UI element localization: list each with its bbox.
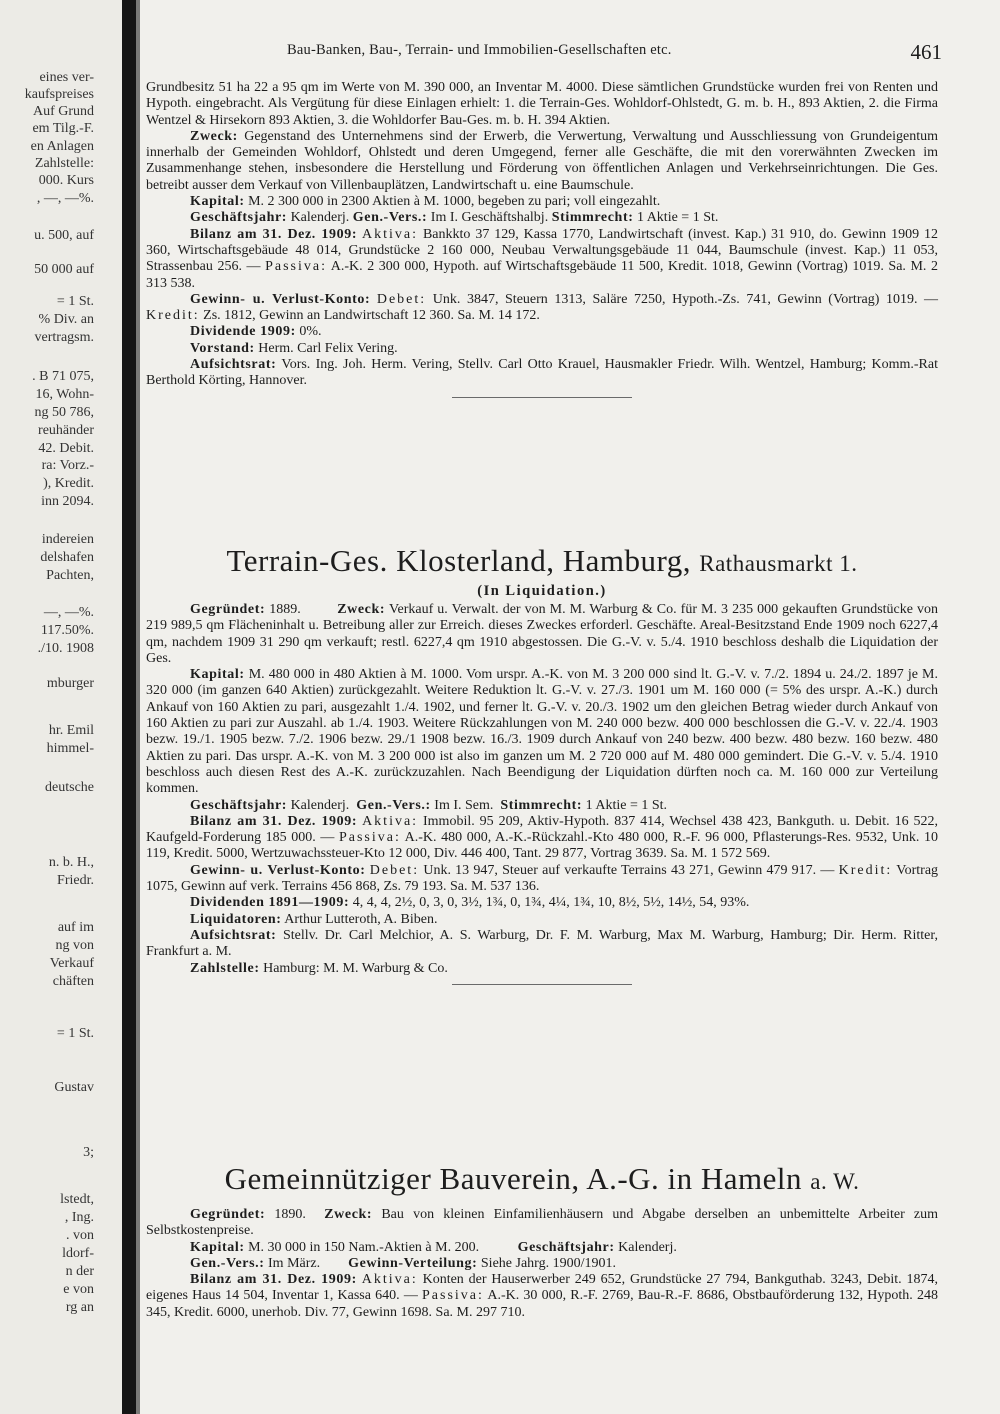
book-spine-shadow: [122, 0, 136, 1414]
passiva-text: A.-K. 2 300 000, Hypoth. auf Wirtschaftsgebäude 11 500, Kredit. 1018, Gewinn (Vortrag) 1019. Sa. M. 2 313 538.: [146, 259, 939, 291]
zweck-label: Zweck:: [337, 602, 386, 617]
ar-text: Vors. Ing. Joh. Herm. Vering, Stellv. Carl Otto Krauel, Hausmakler Friedr. Wilh. Wentzel, Hamburg; Komm.-Rat Berthold Körting, Hannover.: [146, 357, 938, 389]
div-text: 4, 4, 4, 2½, 0, 3, 0, 3½, 1¾, 0, 1¾, 4¼, 1¾, 10, 8½, 5½, 14½, 54, 93%.: [352, 895, 750, 911]
klosterland-kapital: [146, 667, 938, 797]
liq-label: Liquidatoren:: [190, 911, 282, 927]
liquidation-note: (In Liquidation.): [477, 583, 607, 599]
gutter-line: . von: [66, 1228, 94, 1243]
kapital-label: Kapital:: [190, 667, 245, 683]
ar-label: Aufsichtsrat:: [190, 927, 277, 943]
debet-word: Debet:: [376, 291, 427, 307]
page-number: 461: [910, 40, 942, 64]
gutter-line: Pachten,: [46, 568, 94, 583]
gutter-line: em Tilg.-F.: [32, 121, 94, 136]
hameln-bilanz: [146, 1272, 938, 1321]
gj-label: Geschäftsjahr:: [190, 797, 288, 813]
bilanz-label: Bilanz am 31. Dez. 1909:: [190, 813, 358, 829]
klosterland-title: Terrain-Ges. Klosterland, Hamburg,: [226, 543, 691, 578]
wohldorf-aufsichtsrat: [146, 357, 938, 390]
liq-text: Arthur Lutteroth, A. Biben.: [284, 911, 438, 927]
gutter-line: Gustav: [54, 1080, 94, 1095]
klosterland-bilanz: [146, 814, 938, 863]
gj-text: Kalenderj.: [618, 1239, 677, 1255]
gutter-line: 50 000 auf: [34, 262, 94, 277]
aktiva-word: Aktiva:: [362, 226, 419, 242]
hameln-title: Gemeinnütziger Bauverein, A.-G. in Hameln: [224, 1161, 803, 1196]
klosterland-entry: [146, 542, 938, 991]
hameln-gegruendet: [146, 1207, 938, 1240]
gutter-line: indereien: [41, 532, 94, 547]
bilanz-label: Bilanz am 31. Dez. 1909:: [190, 1272, 357, 1288]
klosterland-aufsichtsrat: [146, 928, 938, 961]
gutter-line: hr. Emil: [48, 723, 94, 738]
gutter-line: = 1 St.: [56, 294, 94, 309]
wohldorf-bilanz: [146, 227, 938, 292]
running-title: Bau-Banken, Bau-, Terrain- und Immobilien-Gesellschaften etc.: [287, 42, 672, 58]
gewv-text: Siehe Jahrg. 1900/1901.: [480, 1255, 616, 1271]
wohldorf-kapital: [146, 194, 938, 210]
gutter-line: Auf Grund: [32, 104, 94, 119]
gegr-label: Gegründet:: [190, 1207, 266, 1222]
guv-label: Gewinn- u. Verlust-Konto:: [190, 862, 366, 878]
kapital-label: Kapital:: [190, 194, 245, 210]
zweck-label: Zweck:: [190, 128, 238, 144]
kredit-text: Zs. 1812, Gewinn an Landwirtschaft 12 360. Sa. M. 14 172.: [203, 308, 540, 324]
gutter-line: lstedt,: [60, 1192, 94, 1207]
gutter-line: % Div. an: [38, 312, 94, 327]
gv-text: Im I. Sem.: [434, 797, 494, 813]
passiva-text: A.-K. 480 000, A.-K.-Rückzahl.-Kto 480 000, R.-F. 96 000, Pflasterungs-Res. 9532, Unk. 10 119, Kredit. 5000, Wertzuwachssteuer-Kto 12 000, Div. 446 400, Tant. 29 877, Vortrag 3639. Sa. M. 1 572 569.: [146, 830, 939, 862]
passiva-word: Passiva:: [422, 1288, 484, 1304]
gutter-line: delshafen: [40, 550, 94, 565]
gutter-line: , —, —%.: [36, 191, 94, 206]
st-label: Stimmrecht:: [551, 210, 634, 226]
gutter-line: 3;: [83, 1145, 94, 1160]
hameln-entry: [146, 1160, 938, 1321]
wohldorf-intro: Grundbesitz 51 ha 22 a 95 qm im Werte von M. 390 000, an Inventar M. 4000. Diese sämtlichen Grundstücke wurden frei von Renten und Hypoth. eingebracht. Als Vergütung für diese Einlagen erhielt: 1. die Terrain-Ges. Wohldorf-Ohlstedt, G. m. b. H., 893 Aktien, 2. die Firma Wentzel & Hirsekorn 893 Aktien, 3. die Wohldorfer Bau-Ges. m. b. H. 394 Aktien.: [146, 80, 938, 128]
passiva-word: Passiva:: [338, 830, 401, 846]
zweck-label: Zweck:: [324, 1207, 373, 1222]
debet-word: Debet:: [369, 862, 420, 878]
debet-text: Unk. 3847, Steuern 1313, Saläre 7250, Hypoth.-Zs. 741, Gewinn (Vortrag) 1019. —: [432, 291, 939, 307]
aktiva-word: Aktiva:: [361, 1272, 418, 1288]
hameln-suffix: a. W.: [810, 1169, 860, 1194]
zweck-text: Verkauf u. Verwalt. der von M. M. Warburg & Co. für M. 3 235 000 gekauften Grundstücke von 219 989,5 qm Flächeninhalt u. Betreibung aller zur Erreich. dieses Zweckes erforderl. Geschäfte. Areal-Besitzstand Ende 1909 noch 6227,4 qm, nachdem 1909 31 290 qm verkauft; restl. 6227,4 qm 1910 abgestossen. Die G.-V. v. 5./4. 1910 beschloss deshalb die Liquidation der Ges.: [146, 602, 939, 666]
zweck-text: Gegenstand des Unternehmens sind der Erwerb, die Verwertung, Verwaltung und Ausschliessung von Grundeigentum innerhalb der Gemeinden Wohldorf, Ohlstedt und deren Umgegend, ferner alle Geschäfte, die mit den vorerwähnten Zwecken im Zusammenhange stehen, insbesondere die Herstellung und Förderung von öffentlichen Anlagen und Verkehrseinrichtungen. Die Ges. betreibt ausser dem Verkauf von Villenbauplätzen, Landwirtschaft u. eine Baumschule.: [146, 128, 938, 193]
div-label: Dividende 1909:: [190, 324, 296, 340]
klosterland-heading: [146, 542, 938, 583]
kredit-text: Vortrag 1075, Gewinn auf verk. Terrains 456 868, Zs. 79 193. Sa. M. 537 136.: [146, 862, 939, 895]
gutter-line: 000. Kurs: [38, 173, 94, 188]
wohldorf-zweck: [146, 129, 938, 194]
debet-text: Unk. 13 947, Steuer auf verkaufte Terrains 43 271, Gewinn 479 917. —: [423, 862, 835, 878]
gutter-line: . B 71 075,: [32, 369, 94, 384]
gutter-line: 16, Wohn-: [35, 387, 94, 402]
aktiva-word: Aktiva:: [362, 813, 419, 829]
gj-label: Geschäftsjahr:: [190, 210, 288, 226]
gj-label: Geschäftsjahr:: [517, 1239, 615, 1255]
gutter-line: n. b. H.,: [48, 855, 94, 870]
gv-label: Gen.-Vers.:: [352, 210, 428, 226]
zs-text: Hamburg: M. M. Warburg & Co.: [263, 960, 448, 976]
div-label: Dividenden 1891—1909:: [190, 895, 350, 911]
aktiva-text: Konten der Hauserwerber 249 652, Grundstücke 27 794, Bankguthab. 3243, Debit. 1874, eigenes Haus 14 504, Inventar 1, Kassa 640. —: [146, 1272, 939, 1304]
ar-label: Aufsichtsrat:: [190, 357, 277, 373]
gutter-line: vertragsm.: [34, 330, 94, 345]
gutter-line: himmel-: [46, 741, 94, 756]
gutter-line: u. 500, auf: [34, 228, 94, 243]
kredit-word: Kredit:: [146, 308, 200, 324]
gutter-line: ng 50 786,: [34, 405, 94, 420]
page-461: [142, 0, 1000, 1414]
zs-label: Zahlstelle:: [190, 960, 260, 976]
gutter-line: rg an: [65, 1300, 94, 1315]
st-text: 1 Aktie = 1 St.: [585, 797, 668, 813]
gegr-text: 1890.: [274, 1207, 306, 1222]
gewv-label: Gewinn-Verteilung:: [348, 1255, 478, 1271]
gutter-line: ), Kredit.: [43, 476, 94, 491]
klosterland-address: Rathausmarkt 1.: [699, 551, 858, 576]
kredit-word: Kredit:: [838, 862, 893, 878]
wohldorf-dividende: [146, 324, 938, 340]
div-text: 0%.: [299, 324, 322, 340]
gj-text: Kalenderj.: [290, 210, 350, 226]
gv-label: Gen.-Vers.:: [356, 797, 431, 813]
section-divider: [452, 397, 632, 398]
st-text: 1 Aktie = 1 St.: [636, 210, 719, 226]
vorstand-text: Herm. Carl Felix Vering.: [258, 340, 398, 356]
book-spine-edge: [136, 0, 140, 1414]
kapital-text: M. 30 000 in 150 Nam.-Aktien à M. 200.: [248, 1239, 480, 1255]
aktiva-text: Bankkto 37 129, Kassa 1770, Landwirtschaft (invest. Kap.) 31 910, do. Gewinn 1909 12 360, Wirtschaftsgebäude 48 014, Grundstücke 2 160 000, Neubau Verwaltungsgebäude 11 044, Baumschule (invest. Kap.) 11 053, Strassenbau 256. —: [146, 226, 939, 275]
gutter-line: en Anlagen: [30, 139, 94, 154]
section-divider: [452, 984, 632, 985]
gutter-line: ra: Vorz.-: [41, 458, 94, 473]
passiva-text: A.-K. 30 000, R.-F. 2769, Bau-R.-F. 8686, Obstbauförderung 132, Hypoth. 248 345, Kredit. 6000, unerhob. Div. 77, Gewinn 1698. Sa. M. 297 710.: [146, 1288, 938, 1320]
klosterland-zahlstelle: [146, 961, 938, 977]
klosterland-gj: [146, 798, 938, 814]
klosterland-dividenden: [146, 895, 938, 911]
gv-text: Im März.: [268, 1255, 321, 1271]
vorstand-label: Vorstand:: [190, 340, 255, 356]
gutter-line: kaufspreises: [24, 87, 94, 102]
gutter-line: deutsche: [45, 780, 94, 795]
zweck-text: Bau von kleinen Einfamilienhäusern und Abgabe derselben an unbemittelte Arbeiter zum Selbstkostenpreise.: [146, 1207, 939, 1239]
gutter-line: 117.50%.: [40, 623, 94, 638]
wohldorf-vorstand: [146, 341, 938, 357]
gj-text: Kalenderj.: [290, 797, 350, 813]
guv-label: Gewinn- u. Verlust-Konto:: [190, 291, 371, 307]
gutter-line: eines ver-: [39, 70, 94, 85]
gv-label: Gen.-Vers.:: [190, 1255, 265, 1271]
gutter-line: e von: [63, 1282, 94, 1297]
wohldorf-entry: [146, 80, 938, 404]
gutter-line: chäften: [52, 974, 94, 989]
aktiva-text: Immobil. 95 209, Aktiv-Hypoth. 837 414, Wechsel 438 423, Bankguth. u. Debit. 16 522, Kaufgeld-Forderung 185 000. —: [146, 813, 938, 846]
gutter-line: auf im: [57, 920, 94, 935]
gutter-line: ./10. 1908: [37, 641, 94, 656]
gutter-line: reuhänder: [38, 423, 94, 438]
adjacent-page-gutter: [0, 0, 122, 1414]
kapital-label: Kapital:: [190, 1239, 245, 1255]
gutter-line: n der: [65, 1264, 94, 1279]
gutter-line: , Ing.: [64, 1210, 94, 1225]
gutter-line: Verkauf: [49, 956, 94, 971]
gegr-text: 1889.: [269, 602, 301, 617]
ar-text: Stellv. Dr. Carl Melchior, A. S. Warburg, Dr. F. M. Warburg, Max M. Warburg, Hamburg; Dir. Herm. Ritter, Frankfurt a. M.: [146, 927, 939, 960]
gutter-line: ldorf-: [62, 1246, 94, 1261]
st-label: Stimmrecht:: [500, 797, 583, 813]
gutter-line: inn 2094.: [41, 494, 94, 509]
hameln-gv: [146, 1256, 938, 1272]
klosterland-gegruendet: [146, 602, 938, 667]
gegr-label: Gegründet:: [190, 602, 266, 617]
gutter-line: ng von: [55, 938, 94, 953]
gutter-line: Zahlstelle:: [34, 156, 94, 171]
hameln-kapital: [146, 1240, 938, 1256]
gutter-line: Friedr.: [57, 873, 94, 888]
wohldorf-gj: [146, 210, 938, 226]
gutter-line: —, —%.: [43, 605, 94, 620]
kapital-text: M. 2 300 000 in 2300 Aktien à M. 1000, begeben zu pari; voll eingezahlt.: [248, 194, 661, 210]
gutter-line: = 1 St.: [56, 1026, 94, 1041]
gutter-line: 42. Debit.: [38, 441, 94, 456]
klosterland-guv: [146, 863, 938, 896]
kapital-text: M. 480 000 in 480 Aktien à M. 1000. Vom urspr. A.-K. von M. 3 200 000 sind lt. G.-V. v. 7./2. 1894 u. 24./2. 1897 je M. 320 000 (im ganzen 640 Aktien) zurückgezahlt. Weitere Reduktion lt. G.-V. v. 27./3. 1901 um M. 160 000 (= 5% des urspr. A.-K.) durch Ankauf von 160 Aktien zu pari, ausgezahlt 1./4. 1902, und ferner lt. G.-V. v. 20./3. 1902 um den gleichen Betrag wieder durch Ankauf von 160 Aktien zu pari zur Auszahl. ab 1./4. 1903. Weitere Rückzahlungen von M. 240 000 bezw. 400 000 beschlossen die G.-V. v. 22./4. 1903 bezw. 19./1. 1905 bezw. 7./2. 1906 bezw. 29./1 1908 bezw. 16./3. 1909 durch Ankauf von 240 bezw. 400 bezw. 480 bezw. 160 bezw. 480 Aktien zu pari. Das urspr. A.-K. von M. 3 200 000 ist also im ganzen um M. 2 720 000 auf M. 480 000 gemindert. Die G.-V. v. 5./4. 1910 beschloss auch diesen Rest des A.-K. zurückzuzahlen. Nach Beendigung der Liquidation dürften noch ca. M. 160 000 zur Verteilung kommen.: [146, 667, 939, 797]
passiva-word: Passiva:: [265, 259, 327, 275]
wohldorf-guv: [146, 292, 938, 325]
hameln-heading: [146, 1160, 938, 1201]
gv-text: Im I. Geschäftshalbj.: [430, 210, 549, 226]
klosterland-liquidatoren: [146, 912, 938, 928]
bilanz-label: Bilanz am 31. Dez. 1909:: [190, 226, 358, 242]
gutter-line: mburger: [46, 676, 94, 691]
